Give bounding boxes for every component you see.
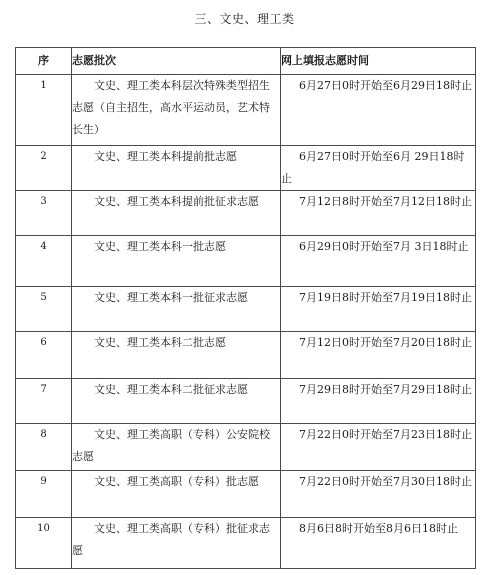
filing-time: 8月6日8时开始至8月6日18时止 <box>281 518 476 569</box>
filing-time: 7月22日0时开始至7月30日18时止 <box>281 471 476 518</box>
table-row <box>16 75 476 146</box>
table-row <box>16 518 476 569</box>
row-number: 4 <box>16 236 72 287</box>
batch-name: 文史、理工类高职（专科）批征求志愿 <box>72 518 281 569</box>
column-header-time: 网上填报志愿时间 <box>281 48 476 75</box>
table-row <box>16 424 476 471</box>
row-number: 8 <box>16 424 72 471</box>
table-header-row <box>16 48 476 75</box>
table-row <box>16 146 476 191</box>
table-row <box>16 332 476 379</box>
batch-name: 文史、理工类本科二批征求志愿 <box>72 379 281 424</box>
filing-time: 6月27日0时开始至6月 29日18时止 <box>281 146 476 191</box>
batch-name: 文史、理工类本科层次特殊类型招生志愿（自主招生，高水平运动员，艺术特长生） <box>72 75 281 146</box>
batch-name: 文史、理工类本科一批征求志愿 <box>72 287 281 332</box>
row-number: 5 <box>16 287 72 332</box>
filing-time: 7月12日0时开始至7月20日18时止 <box>281 332 476 379</box>
row-number: 9 <box>16 471 72 518</box>
filing-time: 7月22日0时开始至7月23日18时止 <box>281 424 476 471</box>
row-number: 3 <box>16 191 72 236</box>
column-header-batch: 志愿批次 <box>72 48 281 75</box>
table-row <box>16 471 476 518</box>
volunteer-schedule-table <box>15 47 476 569</box>
filing-time: 7月29日8时开始至7月29日18时止 <box>281 379 476 424</box>
table-row <box>16 236 476 287</box>
batch-name: 文史、理工类高职（专科）批志愿 <box>72 471 281 518</box>
column-header-no: 序 <box>16 48 72 75</box>
row-number: 10 <box>16 518 72 569</box>
filing-time: 7月12日8时开始至7月12日18时止 <box>281 191 476 236</box>
batch-name: 文史、理工类本科二批志愿 <box>72 332 281 379</box>
table-row <box>16 379 476 424</box>
filing-time: 6月27日0时开始至6月29日18时止 <box>281 75 476 146</box>
batch-name: 文史、理工类高职（专科）公安院校志愿 <box>72 424 281 471</box>
table-row <box>16 287 476 332</box>
filing-time: 6月29日0时开始至7月 3日18时止 <box>281 236 476 287</box>
batch-name: 文史、理工类本科一批志愿 <box>72 236 281 287</box>
batch-name: 文史、理工类本科提前批志愿 <box>72 146 281 191</box>
batch-name: 文史、理工类本科提前批征求志愿 <box>72 191 281 236</box>
section-title: 三、文史、理工类 <box>194 12 295 26</box>
row-number: 7 <box>16 379 72 424</box>
filing-time: 7月19日8时开始至7月19日18时止 <box>281 287 476 332</box>
row-number: 1 <box>16 75 72 146</box>
row-number: 6 <box>16 332 72 379</box>
table-row <box>16 191 476 236</box>
row-number: 2 <box>16 146 72 191</box>
